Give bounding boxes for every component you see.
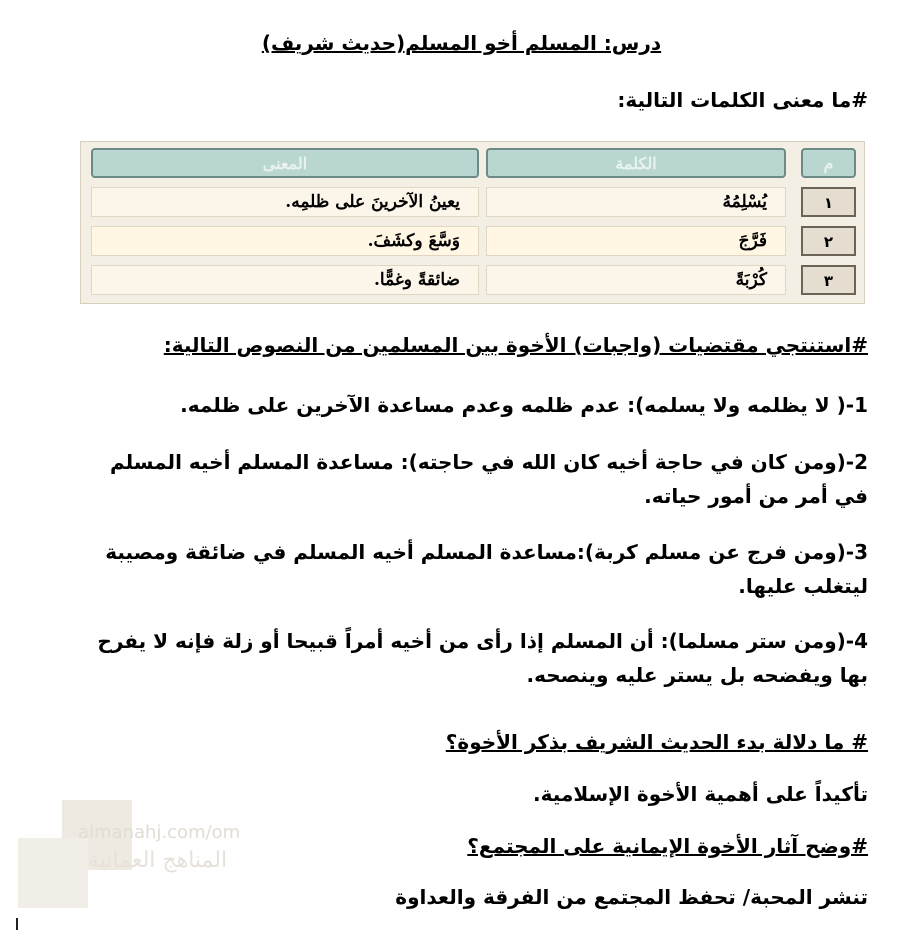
num-cell: ٣ xyxy=(801,265,856,295)
margin-mark xyxy=(16,918,18,930)
word-cell: فَرَّجَ xyxy=(486,226,786,256)
question-brotherhood-meaning: # ما دلالة بدء الحديث الشريف بذكر الأخوة؟ xyxy=(445,730,868,754)
watermark-url: almanahj.com/om xyxy=(78,822,241,843)
table-row xyxy=(81,265,864,295)
watermark-logo xyxy=(10,800,240,900)
question-effects: #وضح آثار الأخوة الإيمانية على المجتمع؟ xyxy=(467,834,868,858)
lesson-title: درس: المسلم أخو المسلم(حديث شريف) xyxy=(261,31,662,55)
header-num: م xyxy=(801,148,856,178)
header-word: الكلمة xyxy=(486,148,786,178)
vocabulary-table xyxy=(80,141,865,304)
answer-item-4: 4-(ومن ستر مسلما): أن المسلم إذا رأى من أخيه أمراً قبيحا أو زلة فإنه لا يفرح بها ويفضحه بل يستر عليه وينصحه. xyxy=(97,629,868,687)
table-header-row xyxy=(81,148,864,178)
table-row xyxy=(81,226,864,256)
question-duties: #استنتجي مقتضيات (واجبات) الأخوة بين المسلمين من النصوص التالية: xyxy=(163,333,868,357)
watermark-name: المناهج العمانية xyxy=(88,848,228,873)
answer-item-3: 3-(ومن فرج عن مسلم كربة):مساعدة المسلم أخيه المسلم في ضائقة ومصيبة ليتغلب عليها. xyxy=(105,540,868,598)
question-word-meanings: #ما معنى الكلمات التالية: xyxy=(617,88,868,112)
answer-brotherhood-meaning: تأكيداً على أهمية الأخوة الإسلامية. xyxy=(533,782,868,806)
table-row xyxy=(81,187,864,217)
word-cell: يُسْلِمُهُ xyxy=(486,187,786,217)
meaning-cell: وَسَّعَ وكشَفَ. xyxy=(91,226,479,256)
answer-effects: تنشر المحبة/ تحفظ المجتمع من الفرقة والعداوة xyxy=(395,885,868,909)
meaning-cell: يعينُ الآخرينَ على ظلمِه. xyxy=(91,187,479,217)
answer-item-1: 1-( لا يظلمه ولا يسلمه): عدم ظلمه وعدم مساعدة الآخرين على ظلمه. xyxy=(180,393,868,417)
num-cell: ٢ xyxy=(801,226,856,256)
num-cell: ١ xyxy=(801,187,856,217)
header-meaning: المعنى xyxy=(91,148,479,178)
word-cell: كُرْبَةً xyxy=(486,265,786,295)
meaning-cell: ضائقةً وغمًّا. xyxy=(91,265,479,295)
answer-item-2: 2-(ومن كان في حاجة أخيه كان الله في حاجته): مساعدة المسلم أخيه المسلم في أمر من أمور حياته. xyxy=(109,450,868,508)
